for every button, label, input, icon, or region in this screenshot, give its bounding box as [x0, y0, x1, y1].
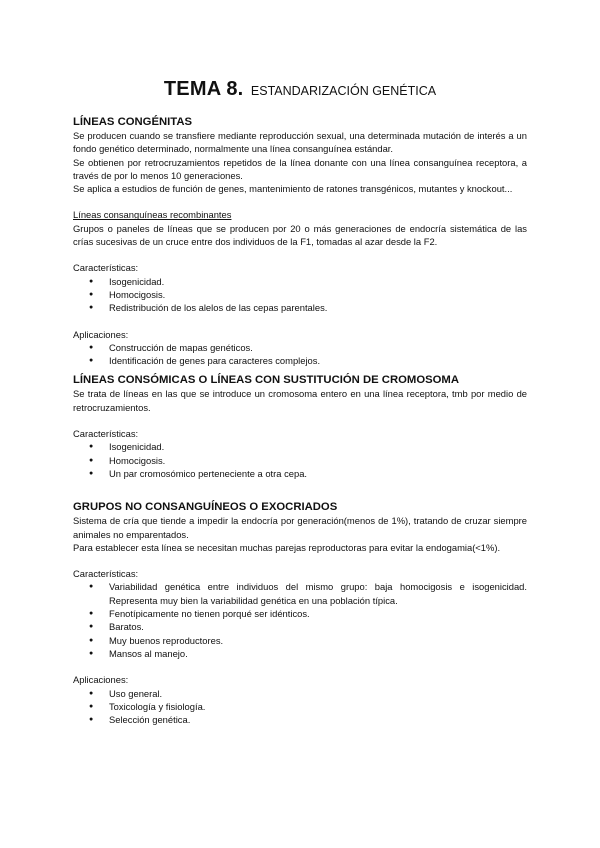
list-item: ● Construcción de mapas genéticos. [73, 341, 527, 354]
paragraph: Se obtienen por retrocruzamientos repetidos de la línea donante con una línea consanguínea receptora, a través de por lo menos 10 generaciones. [73, 156, 527, 181]
list-item: ● Uso general. [73, 687, 527, 700]
list-item: ● Mansos al manejo. [73, 647, 527, 660]
bullet-list [73, 440, 527, 480]
bullet-list [73, 687, 527, 727]
list-item: ● Isogenicidad. [73, 440, 527, 453]
paragraph: Para establecer esta línea se necesitan muchas parejas reproductoras para evitar la endogamia(<1%). [73, 541, 501, 553]
list-item: ● Redistribución de los alelos de las cepas parentales. [73, 301, 527, 314]
document-content [73, 115, 527, 726]
paragraph: Se aplica a estudios de función de genes, mantenimiento de ratones transgénicos, mutantes y knockout... [73, 183, 513, 195]
list-item: ● Homocigosis. [73, 454, 527, 467]
list-item: ● Isogenicidad. [73, 275, 527, 288]
bullet-list [73, 341, 527, 368]
list-item: ● Muy buenos reproductores. [73, 634, 527, 647]
paragraph: Grupos o paneles de líneas que se producen por 20 o más generaciones de endocría sistemática de las crías sucesivas de un cruce entre dos individuos de la F1, tomadas al azar desde la F2. [73, 222, 527, 248]
list-item: ● Selección genética. [73, 713, 527, 726]
list-item: ● Identificación de genes para caracteres complejos. [73, 354, 527, 367]
paragraph: Se trata de líneas en las que se introduce un cromosoma entero en una línea receptora, tmb por medio de retrocruzamientos. [73, 388, 527, 413]
caracteristicas-label: Características: [73, 262, 139, 274]
aplicaciones-label: Aplicaciones: [73, 674, 129, 686]
section-heading-grupos-no-consanguineos: GRUPOS NO CONSANGUÍNEOS O EXOCRIADOS [73, 501, 338, 514]
title-main: TEMA 8. [163, 78, 244, 100]
list-item: ● Un par cromosómico perteneciente a otra cepa. [73, 467, 527, 480]
list-item: ● Fenotípicamente no tienen porqué ser idénticos. [73, 607, 527, 620]
subheading-recombinantes: Líneas consanguíneas recombinantes [73, 209, 232, 221]
list-item: ● Toxicología y fisiología. [73, 700, 527, 713]
caracteristicas-label: Características: [73, 428, 139, 440]
title-sub: ESTANDARIZACIÓN GENÉTICA [250, 84, 437, 98]
bullet-list [73, 275, 527, 315]
list-item: ● Variabilidad genética entre individuos del mismo grupo: baja homocigosis e isogenicidad. Representa muy bien la variabilidad genética en una población típica. [73, 580, 527, 607]
section-heading-lineas-congenitas: LÍNEAS CONGÉNITAS [73, 116, 193, 128]
bullet-list [73, 580, 527, 660]
aplicaciones-label: Aplicaciones: [73, 328, 129, 340]
document-title [0, 78, 600, 101]
paragraph: Sistema de cría que tiende a impedir la endocría por generación(menos de 1%), tratando de cruzar siempre animales no emparentados. [73, 515, 527, 540]
caracteristicas-label: Características: [73, 568, 139, 580]
paragraph: Se producen cuando se transfiere mediante reproducción sexual, una determinada mutación de interés a un fondo genético determinado, normalmente una línea consanguínea estándar. [73, 130, 527, 155]
section-heading-lineas-consomicas: LÍNEAS CONSÓMICAS O LÍNEAS CON SUSTITUCIÓN DE CROMOSOMA [73, 374, 459, 387]
list-item: ● Homocigosis. [73, 288, 527, 301]
list-item: ● Baratos. [73, 620, 527, 633]
